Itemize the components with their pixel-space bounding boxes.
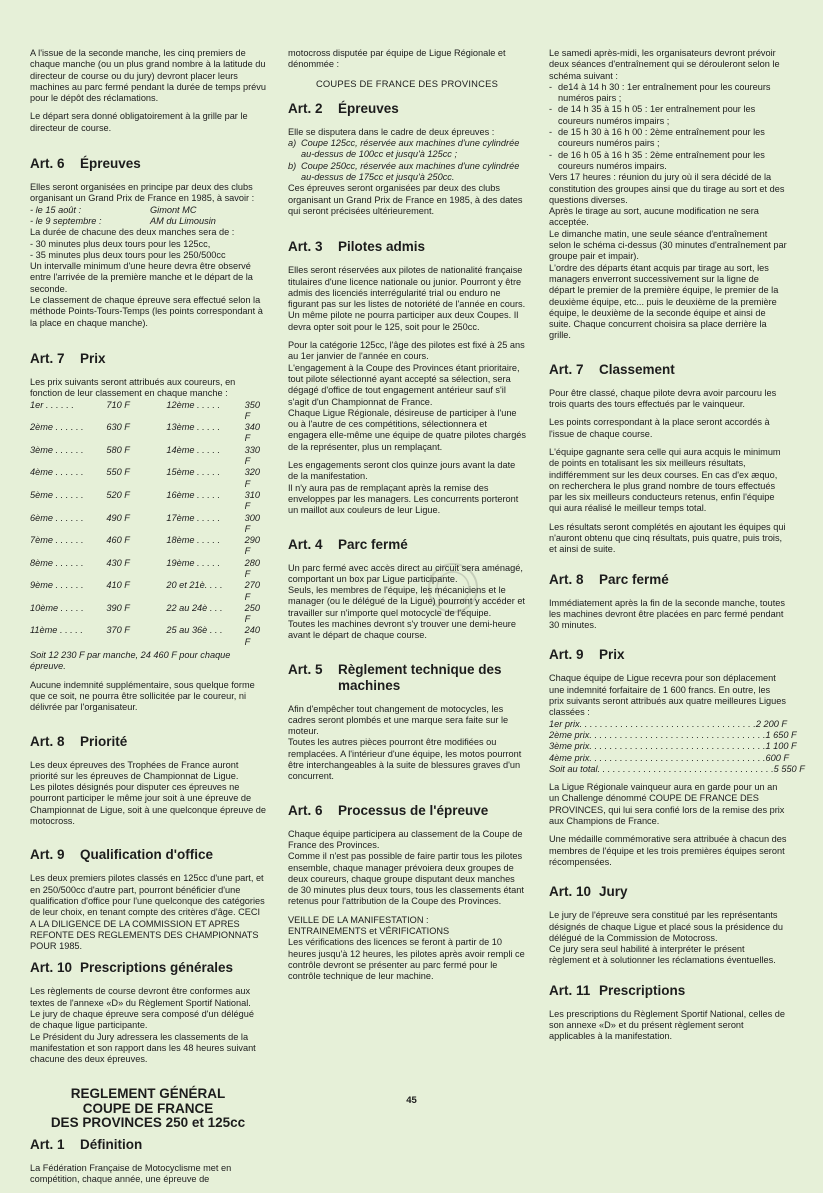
prize-place: 14ème . . . . .: [166, 444, 221, 455]
prize-row: [30, 535, 266, 558]
article-title: Qualification d'office: [80, 847, 213, 863]
column-1: [30, 48, 266, 1193]
team-prize-row: [549, 729, 797, 741]
article-number: Art. 6: [288, 802, 323, 818]
paragraph: L'équipe gagnante sera celle qui aura acquis le minimum de points en totalisant les six meilleurs résultats, indifféremment sur les deux courses. En cas d'ex æquo, on recherchera le plus grand nombre de tours effectués par les six meilleurs conducteurs retenus, enfin l'équipe qui aura réalisé le meilleur temps total.: [549, 446, 781, 514]
article-number: Art. 9: [30, 847, 65, 863]
article-number: Art. 8: [549, 571, 584, 587]
article-title: Prix: [599, 647, 625, 663]
article-heading: [549, 647, 787, 663]
paragraph: Immédiatement après la fin de la seconde manche, toutes les machines devront être placées en parc fermé pendant 30 minutes.: [549, 597, 785, 631]
prize-place: 18ème . . . . .: [166, 535, 221, 546]
prize-amount: 280 F: [244, 557, 260, 579]
article-title: Prescriptions: [599, 982, 686, 998]
article-number: Art. 8: [30, 733, 65, 749]
list-marker: -: [549, 104, 553, 115]
prize-amount: 310 F: [244, 489, 260, 512]
schedule-text: de 15 h 30 à 16 h 00 : 2ème entraînement pour les coureurs numéros pairs ;: [558, 127, 765, 149]
article-title: Priorité: [80, 733, 128, 749]
prize-row: [30, 513, 266, 536]
paragraph: Chaque Ligue Régionale, désireuse de participer à l'une ou à l'autre de ces compétitions, sélectionnera et engagera elle-même une équipe de quatre pilotes chargés de la représenter, plus un remplaçant.: [288, 407, 527, 452]
paragraph: Un même pilote ne pourra participer aux deux Coupes. Il devra opter soit pour le 125, soit pour le 250cc.: [288, 310, 519, 332]
article-title: Parc fermé: [338, 536, 408, 552]
paragraph: Les prescriptions du Règlement Sportif National, celles de son annexe «D» et du présent règlement seront applicables à la manifestation.: [549, 1008, 785, 1042]
article-heading: [288, 101, 526, 117]
prize-place: 6ème . . . . . .: [30, 512, 84, 523]
prize-row: [30, 580, 266, 603]
dot-leader: . . . . . . . . . . . . . . . . . . . . . . . . . . . . . . . . . . .: [589, 729, 766, 740]
paragraph: Un intervalle minimum d'une heure devra être observé entre l'arrivée de la première manche et le départ de la seconde.: [30, 261, 253, 294]
event-club: Gimont MC: [150, 204, 197, 215]
prize-row: [30, 445, 266, 468]
dot-leader: . . . . . . . . . . . . . . . . . . . . . . . . . . . . . . . . . . .: [589, 741, 766, 752]
team-prize-row: [549, 741, 797, 752]
prize-amount: 350 F: [244, 399, 260, 421]
prize-amount: 270 F: [244, 580, 260, 602]
dot-leader: . . . . . . . . . . . . . . . . . . . . . . . . . . . . . . . . . . .: [597, 763, 774, 774]
prize-amount: 340 F: [244, 422, 260, 444]
article-title: Prescriptions générales: [80, 960, 234, 976]
paragraph: Pour être classé, chaque pilote devra avoir parcouru les trois quarts des tours effectués par le vainqueur.: [549, 387, 777, 410]
prize-row: [30, 467, 266, 490]
prize-amount: 460 F: [106, 535, 130, 546]
paragraph: Pour la catégorie 125cc, l'âge des pilotes est fixé à 25 ans au 1er janvier de l'année en cours.: [288, 340, 525, 362]
article-number: Art. 3: [288, 239, 323, 255]
list-item: [549, 82, 787, 105]
prize-amount: 320 F: [244, 467, 260, 489]
prize-place: 10ème . . . . .: [30, 602, 84, 613]
paragraph: Les points correspondant à la place seront accordés à l'issue de chaque course.: [549, 417, 770, 439]
team-prize-list: [549, 718, 805, 775]
prize-row: [30, 422, 266, 445]
paragraph: Le jury de l'épreuve sera constitué par les représentants désignés de chaque Ligue et placé sous la présidence du délégué de la Commission de Motocross.: [549, 910, 783, 943]
column-2: [288, 48, 526, 990]
prize-place: 4ème . . . . . .: [30, 467, 84, 478]
paragraph: Toutes les autres pièces pourront être modifiées ou remplacées. A l'intérieur d'une équipe, les motos pourront être interchangeables à la suite de blessures graves d'un concurrent.: [288, 737, 522, 782]
team-prize-row: [549, 719, 787, 730]
article-heading: [288, 537, 526, 553]
article-title: Jury: [599, 884, 628, 900]
prize-place: 19ème . . . . .: [166, 557, 221, 568]
article-title: Épreuves: [338, 100, 399, 116]
paragraph: Le dimanche matin, une seule séance d'entraînement selon le schéma ci-dessus (30 minutes d'entraînement par groupe pair et impair).: [549, 228, 787, 262]
paragraph: Après le tirage au sort, aucune modification ne sera acceptée.: [549, 206, 759, 228]
paragraph: Chaque équipe participera au classement de la Coupe de France des Provinces.: [288, 828, 523, 850]
rules-title-line: COUPE DE FRANCE: [82, 1100, 214, 1116]
prize-amount: 290 F: [244, 535, 260, 557]
paragraph: Elles seront réservées aux pilotes de nationalité française titulaires d'une licence nationale ou junior. Pourront y être admis des licenciés interrégularité trial ou enduro ne figurant pas sur les listes de notoriété de l'année en cours.: [288, 265, 526, 310]
paragraph: Le samedi après-midi, les organisateurs devront prévoir deux séances d'entraînement qui se dérouleront selon le schéma suivant :: [549, 48, 780, 81]
paragraph: Aucune indemnité supplémentaire, sous quelque forme que ce soit, ne pourra être sollicitée par le coureur, ni délivrée par l'organisateur.: [30, 679, 255, 713]
paragraph: La Ligue Régionale vainqueur aura en garde pour un an un Challenge dénommé COUPE DE FRANCE DES PROVINCES, qui lui sera confié lors de la remise des prix aux Champions de France.: [549, 782, 785, 827]
faded-stamp-icon: [425, 560, 481, 616]
prize-place: 20 et 21è. . . .: [166, 580, 223, 591]
rules-title-line: DES PROVINCES 250 et 125cc: [50, 1115, 246, 1131]
prize-place: 16ème . . . . .: [166, 489, 221, 500]
prize-total: Soit 12 230 F par manche, 24 460 F pour chaque épreuve.: [30, 650, 231, 672]
article-number: Art. 7: [30, 350, 65, 366]
article-number: Art. 2: [288, 100, 323, 116]
article-heading: [30, 156, 266, 172]
paragraph: Les prix suivants seront attribués aux coureurs, en fonction de leur classement en chaque manche :: [30, 376, 236, 399]
team-prize-label: 1er prix: [549, 718, 580, 729]
article-number: Art. 10: [30, 960, 73, 976]
prize-place: 17ème . . . . .: [166, 512, 221, 523]
section-label: ENTRAINEMENTS et VÉRIFICATIONS: [288, 926, 450, 937]
article-number: Art. 4: [288, 536, 323, 552]
paragraph: Ce jury sera seul habilité à interpréter le présent règlement et à solutionner les réclamations éventuelles.: [549, 944, 776, 966]
list-item: [30, 216, 266, 227]
section-label: VEILLE DE LA MANIFESTATION :: [288, 914, 429, 925]
prize-amount: 410 F: [106, 580, 130, 591]
article-heading: [288, 662, 526, 694]
prize-table: [30, 400, 266, 649]
paragraph: Les engagements seront clos quinze jours avant la date de la manifestation.: [288, 460, 516, 482]
prize-amount: 240 F: [244, 625, 260, 647]
page-number: 45: [406, 1095, 417, 1106]
paragraph: Elles seront organisées en principe par deux des clubs organisant un Grand Prix de France en 1985, à savoir :: [30, 182, 255, 204]
list-marker: a): [288, 138, 297, 149]
article-number: Art. 7: [549, 361, 584, 377]
paragraph: Elle se disputera dans le cadre de deux épreuves :: [288, 126, 495, 137]
prize-row: [30, 558, 266, 581]
list-item: [549, 127, 787, 150]
article-title: Pilotes admis: [338, 239, 426, 255]
cup-list: [288, 138, 526, 183]
prize-row: [30, 603, 266, 626]
article-heading: [549, 884, 787, 900]
article-heading: [549, 983, 787, 999]
event-club: AM du Limousin: [150, 215, 216, 226]
team-prize-row: [549, 753, 787, 764]
paragraph: Comme il n'est pas possible de faire partir tous les pilotes ensemble, chaque manager prévoiera deux groupes de deux coureurs, chaque groupe disputant deux manches de 30 minutes plus deux tours, tous les classements étant retenus pour l'attribution de la Coupe des Provinces.: [288, 851, 524, 907]
list-marker: -: [549, 149, 553, 160]
paragraph: La durée de chacune des deux manches sera de :: [30, 227, 235, 238]
paragraph: L'engagement à la Coupe des Provinces étant prioritaire, tout pilote sélectionné ayant accepté sa sélection, sera dégagé d'office de tout engagement antérieur sauf s'il s'agit d'un Championnat de France.: [288, 362, 520, 407]
paragraph: Le Président du Jury adressera les classements de la manifestation et son rapport dans les 48 heures suivant chacune des deux épreuves.: [30, 1031, 256, 1065]
article-number: Art. 1: [30, 1136, 65, 1152]
prize-row: [30, 400, 266, 423]
prize-place: 15ème . . . . .: [166, 467, 221, 478]
dot-leader: . . . . . . . . . . . . . . . . . . . . . . . . . . . . . . . . . . .: [579, 718, 756, 729]
schedule-text: de 16 h 05 à 16 h 35 : 2ème entraînement pour les coureurs numéros impairs.: [558, 149, 765, 171]
article-title: Parc fermé: [599, 571, 669, 587]
team-prize-amount: 600 F: [765, 752, 789, 763]
paragraph: Un parc fermé avec accès direct au circuit sera aménagé, comportant un box par Ligue participante.: [288, 562, 523, 584]
list-item: [549, 150, 787, 173]
paragraph: Seuls, les membres de l'équipe, les mécaniciens et le manager (ou le délégué de la Ligue) pourront y accéder et travailler sur n'importe quel motocycle de l'équipe.: [288, 585, 525, 618]
paragraph: Afin d'empêcher tout changement de motocycles, les cadres seront plombés et une marque sera faite sur le moteur.: [288, 703, 509, 737]
article-heading: [30, 351, 266, 367]
team-prize-label: 4ème prix: [549, 752, 590, 763]
prize-amount: 630 F: [106, 422, 130, 433]
article-heading: [30, 734, 266, 750]
article-title: Définition: [80, 1136, 143, 1152]
paragraph: - 30 minutes plus deux tours pour les 125cc,: [30, 238, 211, 249]
prize-place: 8ème . . . . . .: [30, 557, 84, 568]
paragraph: motocross disputée par équipe de Ligue Régionale et dénommée :: [288, 48, 506, 70]
prize-amount: 330 F: [244, 444, 260, 467]
paragraph: Les résultats seront complétés en ajoutant les équipes qui n'auront obtenu que cinq résultats, puis quatre, puis trois, et ainsi de suite.: [549, 521, 786, 555]
prize-place: 3ème . . . . . .: [30, 444, 84, 455]
paragraph: - 35 minutes plus deux tours pour les 250/500cc: [30, 249, 226, 260]
paragraph: Les vérifications des licences se feront à partir de 10 heures jusqu'à 12 heures, les pilotes après avoir rempli ce contrôle devront se présenter au parc fermé pour le contrôle technique de leur machine.: [288, 937, 525, 982]
team-prize-amount: 1 650 F: [765, 729, 797, 740]
list-text: Coupe 250cc, réservée aux machines d'une cylindrée au-dessus de 175cc et jusqu'à 250cc.: [301, 160, 520, 183]
paragraph: Toutes les machines devront s'y trouver une demi-heure avant le départ de chaque course.: [288, 618, 516, 641]
prize-amount: 490 F: [106, 512, 130, 523]
paragraph: Le classement de chaque épreuve sera effectué selon la méthode Points-Tours-Temps (les points correspondant à la place en chaque manche).: [30, 295, 263, 328]
prize-row: [30, 490, 266, 513]
column-3: [549, 48, 805, 1050]
team-prize-label: 3ème prix: [549, 741, 590, 752]
schedule-text: de14 à 14 h 30 : 1er entraînement pour les coureurs numéros pairs ;: [558, 81, 771, 104]
team-prize-label: Soit au total: [549, 763, 598, 774]
article-number: Art. 9: [549, 647, 584, 663]
team-prize-label: 2ème prix: [549, 729, 590, 740]
article-number: Art. 10: [549, 884, 592, 900]
prize-row: [30, 625, 266, 648]
paragraph: La Fédération Française de Motocyclisme met en compétition, chaque année, une épreuve de: [30, 1162, 232, 1185]
prize-place: 1er . . . . . .: [30, 399, 74, 410]
article-number: Art. 6: [30, 156, 65, 172]
section-subtitle: COUPES DE FRANCE DES PROVINCES: [315, 77, 499, 89]
team-prize-amount: 1 100 F: [765, 741, 797, 752]
paragraph: Les pilotes désignés pour disputer ces épreuves ne pourront participer le même jour soit à une épreuve de Championnat de Ligue, soit à une quelconque épreuve de motocross.: [30, 782, 266, 827]
article-number: Art. 11: [549, 982, 591, 998]
team-prize-amount: 5 550 F: [773, 763, 805, 774]
article-title: Classement: [599, 361, 675, 377]
event-date: - le 9 septembre :: [30, 215, 102, 226]
prize-place: 2ème . . . . . .: [30, 422, 84, 433]
article-heading: [30, 1137, 266, 1153]
prize-amount: 370 F: [106, 625, 130, 636]
paragraph: L'ordre des départs étant acquis par tirage au sort, les managers enverront successivement sur la ligne de départ le premier de la première équipe, le premier de la deuxième équipe, etc... puis le deuxième de la première équipe, le deuxième de la seconde équipe et ainsi de suite. Chaque concurrent choisira sa place derrière la grille.: [549, 262, 779, 341]
article-title: Épreuves: [80, 156, 141, 172]
team-prize-amount: 2 200 F: [755, 718, 787, 729]
article-heading: [30, 847, 266, 863]
article-heading: [288, 803, 526, 819]
list-item: [288, 161, 526, 184]
rules-title: [30, 1087, 266, 1131]
prize-amount: 300 F: [244, 512, 260, 534]
dot-leader: . . . . . . . . . . . . . . . . . . . . . . . . . . . . . . . . . . .: [589, 752, 766, 763]
prize-place: 25 au 36è . . .: [166, 625, 223, 636]
prize-amount: 430 F: [106, 557, 130, 568]
paragraph: Le jury de chaque épreuve sera composé d'un délégué de chaque ligue participante.: [30, 1009, 254, 1031]
article-heading: [549, 572, 787, 588]
list-marker: -: [549, 127, 553, 138]
team-prize-row: [549, 763, 805, 775]
prize-amount: 580 F: [106, 444, 130, 455]
article-title: Processus de l'épreuve: [338, 802, 489, 818]
paragraph: Ces épreuves seront organisées par deux des clubs organisant un Grand Prix de France en 1985, à des dates qui seront précisées ultérieurement.: [288, 183, 523, 216]
prize-amount: 550 F: [106, 467, 130, 478]
list-marker: -: [549, 81, 553, 92]
article-title: Prix: [80, 350, 106, 366]
list-item: [288, 138, 526, 161]
paragraph: Chaque équipe de Ligue recevra pour son déplacement une indemnité forfaitaire de 1 600 francs. En outre, les prix suivants seront attribués aux quatre meilleures Ligues classées :: [549, 673, 786, 718]
paragraph: Vers 17 heures : réunion du jury où il sera décidé de la constitution des groupes ainsi que du tirage au sort et des questions diverses.: [549, 172, 785, 205]
prize-amount: 710 F: [106, 399, 130, 410]
prize-place: 9ème . . . . . .: [30, 580, 84, 591]
event-date: - le 15 août :: [30, 204, 82, 215]
prize-place: 11ème . . . . .: [30, 625, 83, 636]
article-title: Règlement technique des machines: [338, 661, 502, 693]
paragraph: Les règlements de course devront être conformes aux textes de l'annexe «D» du Règlement Sportif National.: [30, 986, 251, 1008]
prize-place: 7ème . . . . . .: [30, 535, 84, 546]
prize-amount: 250 F: [244, 602, 260, 625]
paragraph: Les deux premiers pilotes classés en 125cc d'une part, et en 250/500cc d'autre part, pourront bénéficier d'une qualification d'office pour l'une quelconque des catégories de leur choix, en tenant compte des critères d'âge. CECI A LA DILIGENCE DE LA COMMISSION ET APRES REFONTE DES REGLEMENTS DES CHAMPIONNATS POUR 1985.: [30, 873, 265, 952]
schedule-text: de 14 h 35 à 15 h 05 : 1er entraînement pour les coureurs numéros impairs ;: [558, 104, 756, 126]
article-number: Art. 5: [288, 661, 323, 677]
list-item: [30, 205, 266, 216]
list-text: Coupe 125cc, réservée aux machines d'une cylindrée au-dessus de 100cc et jusqu'à 125cc ;: [301, 138, 520, 160]
paragraph: Une médaille commémorative sera attribuée à chacun des membres de l'équipe et les trois premières équipes seront récompensées.: [549, 834, 787, 867]
article-heading: [30, 960, 266, 976]
article-heading: [288, 239, 526, 255]
paragraph: Il n'y aura pas de remplaçant après la remise des enveloppes par les managers. Les concurrents porteront un maillot aux couleurs de leur Ligue.: [288, 482, 519, 516]
training-schedule: [549, 82, 787, 172]
list-marker: b): [288, 160, 297, 171]
prize-amount: 520 F: [106, 489, 130, 500]
prize-place: 12ème . . . . .: [166, 399, 221, 410]
prize-place: 13ème . . . . .: [166, 422, 221, 433]
paragraph: A l'issue de la seconde manche, les cinq premiers de chaque manche (ou un plus grand nombre à la latitude du directeur de course ou du jury) devront placer leurs machines au parc fermé pendant la durée de temps prévu pour le dépôt des réclamations.: [30, 48, 266, 104]
list-item: [549, 104, 787, 127]
event-list: [30, 205, 266, 228]
prize-amount: 390 F: [106, 602, 130, 613]
paragraph: Les deux épreuves des Trophées de France auront priorité sur les épreuves de Championnat de Ligue.: [30, 759, 239, 781]
paragraph: Le départ sera donné obligatoirement à la grille par le directeur de course.: [30, 111, 248, 133]
prize-place: 22 au 24è . . .: [166, 602, 223, 613]
article-heading: [549, 362, 787, 378]
prize-place: 5ème . . . . . .: [30, 489, 84, 500]
rules-title-line: REGLEMENT GÉNÉRAL: [70, 1086, 226, 1102]
